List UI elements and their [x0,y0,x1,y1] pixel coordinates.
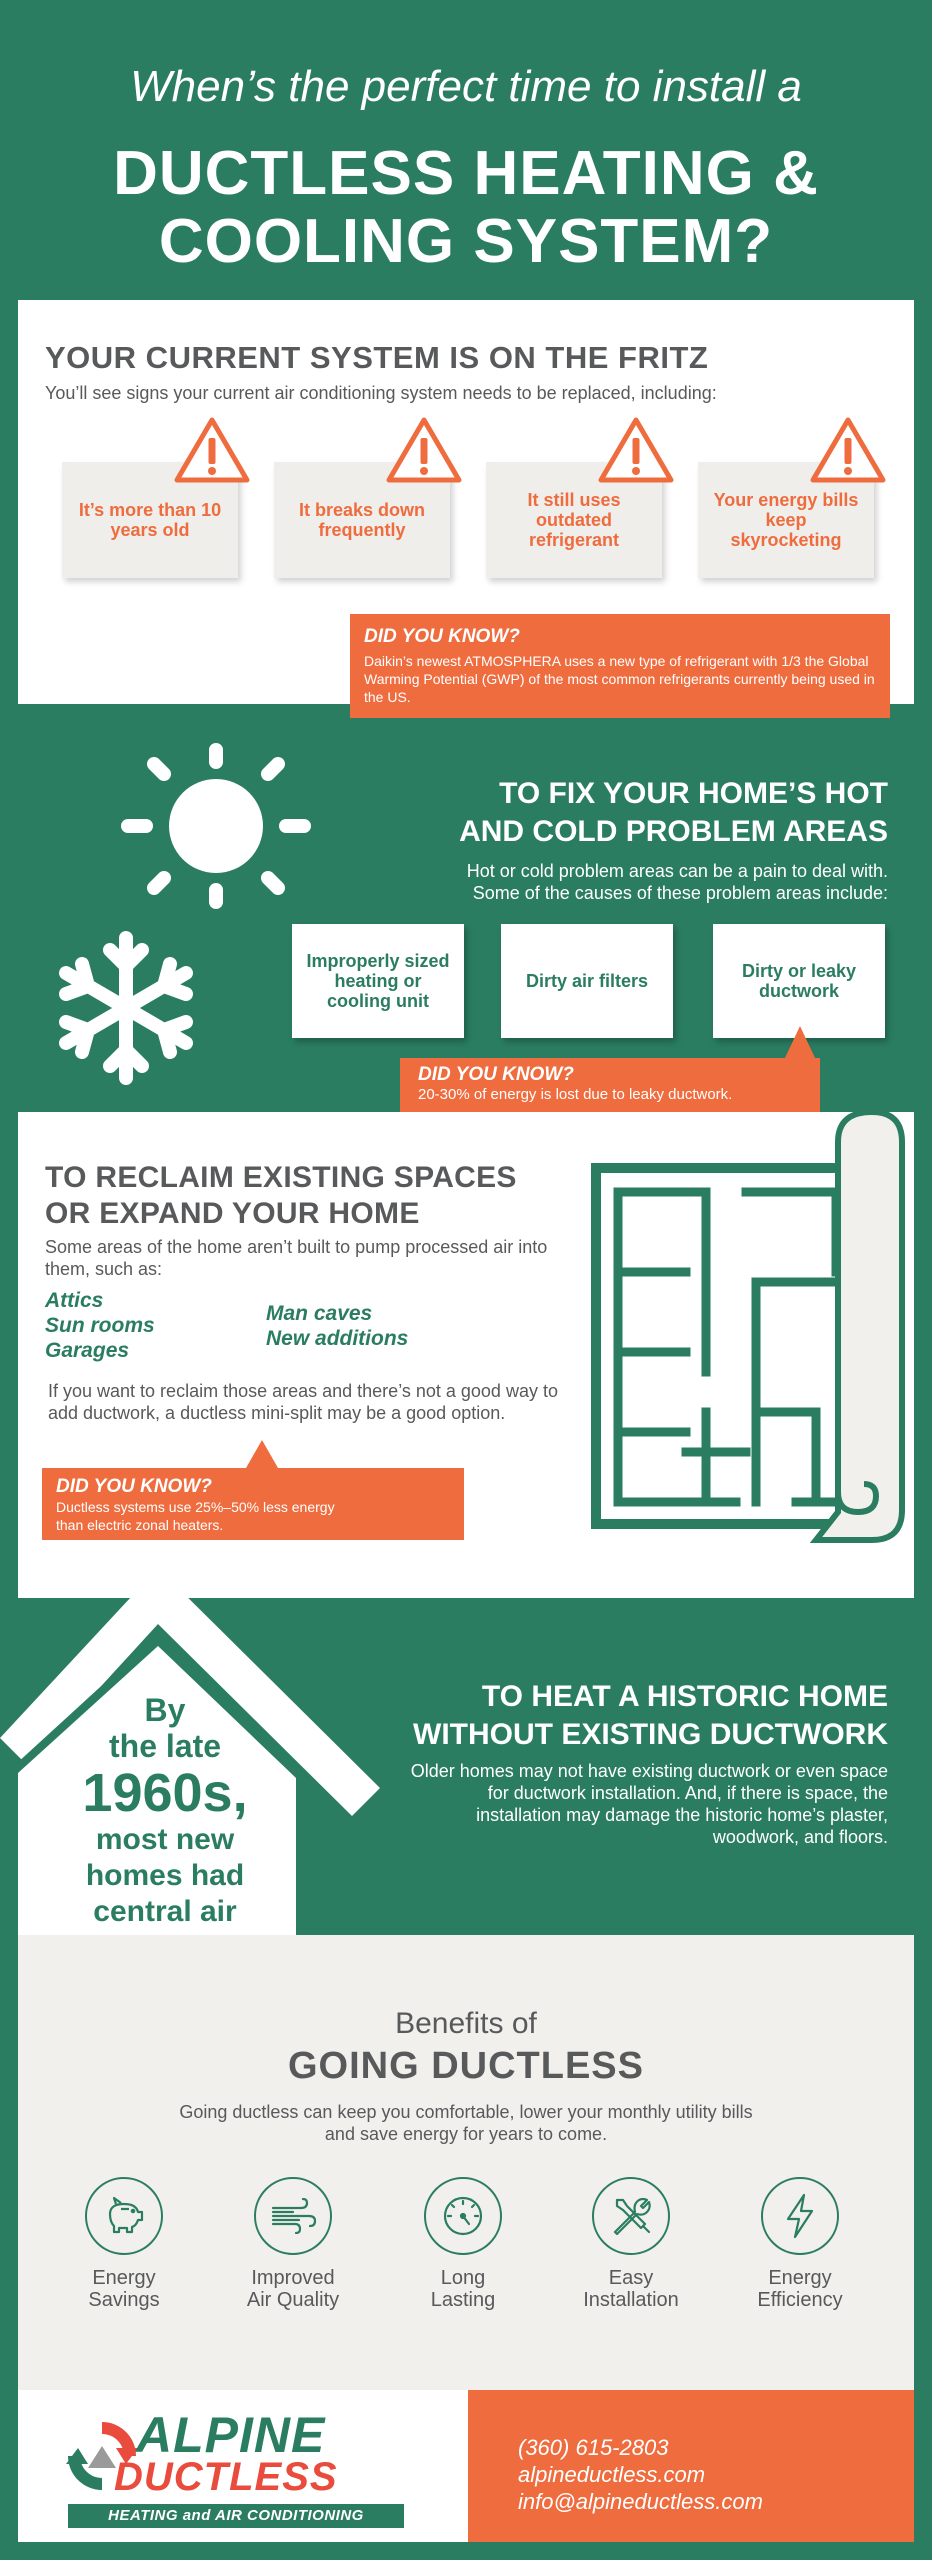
sign-card: It still uses outdated refrigerant [486,462,662,578]
hero-title-line1: DUCTLESS HEATING & [113,139,819,208]
section2-title-line2: AND COLD PROBLEM AREAS [459,815,888,848]
section3-title [45,1160,517,1232]
space-item: Sun rooms [45,1314,155,1337]
did-you-know-text: 20-30% of energy is lost due to leaky ductwork. [418,1086,733,1103]
cause-card: Dirty or leaky ductwork [713,924,885,1038]
section2-subtitle-line1: Hot or cold problem areas can be a pain to deal with. [466,861,888,881]
space-item: New additions [266,1327,409,1350]
section1-subtitle: You’ll see signs your current air conditioning system needs to be replaced, including: [45,383,717,403]
hero-subtitle: When’s the perfect time to install a [130,62,802,111]
section3-title-line1: TO RECLAIM EXISTING SPACES [45,1161,517,1194]
house-text-year: 1960s, [82,1763,248,1823]
tools-icon [609,2194,653,2238]
section2-subtitle-line2: Some of the causes of these problem areas include: [472,883,888,903]
benefit-label-line2: Air Quality [246,2289,340,2311]
benefit-label [49,2267,199,2311]
benefit-long-lasting [388,2177,538,2311]
benefit-label-line1: Improved [251,2267,335,2289]
did-you-know-text: Daikin’s newest ATMOSPHERA uses a new type of refrigerant with 1/3 the Global Warming Potential (GWP) of the most common refrigerants currently being used in the US. [364,653,875,705]
did-you-know-box [350,614,890,718]
hero-title-line2: COOLING SYSTEM? [158,207,774,276]
section2-title-line1: TO FIX YOUR HOME’S HOT [499,777,888,810]
section4-title-line2: WITHOUT EXISTING DUCTWORK [413,1718,888,1751]
callout-pointer [246,1440,278,1468]
logo-text-alpine: ALPINE [136,2407,326,2463]
section4-title-line1: TO HEAT A HISTORIC HOME [481,1680,888,1713]
did-you-know-box [42,1468,464,1540]
callout-pointer [784,1026,816,1060]
space-item: Man caves [266,1302,373,1325]
benefit-label [218,2267,368,2311]
benefit-label-line2: Efficiency [757,2289,843,2311]
sun-icon [118,740,314,912]
benefits-subtitle: Going ductless can keep you comfortable, lower your monthly utility bills and save energy for years to come. [179,2102,753,2144]
sign-card: Your energy bills keep skyrocketing [698,462,874,578]
cause-card: Dirty air filters [501,924,673,1038]
piggy-bank-icon [102,2196,146,2236]
warning-icon [384,414,464,486]
section1-title: YOUR CURRENT SYSTEM IS ON THE FRITZ [45,340,709,375]
benefits-pre-title: Benefits of [395,2007,537,2040]
section4-subtitle: Older homes may not have existing ductwork or even space for ductwork installation. And, if there is space, the installation may damage the historic home’s plaster, woodwork, and floors. [410,1761,888,1847]
house-text-line: the late [108,1728,222,1764]
section3-paragraph: If you want to reclaim those areas and there’s not a good way to add ductwork, a ductless mini-split may be a good option. [48,1381,558,1423]
benefit-label-line2: Installation [583,2289,679,2311]
benefit-label-line1: Energy [92,2267,156,2289]
space-item: Garages [45,1339,130,1362]
benefit-label-line1: Energy [768,2267,832,2289]
contact-email[interactable]: info@alpineductless.com [518,2489,763,2514]
did-you-know-heading: DID YOU KNOW? [418,1064,574,1085]
house-text-line: By [144,1692,186,1728]
house-callout [40,1692,290,1966]
space-item: Attics [45,1289,104,1312]
benefit-label-line1: Long [440,2267,486,2289]
floor-plan-icon [576,1112,908,1552]
did-you-know-box [400,1058,820,1114]
footer-logo-panel [18,2390,468,2542]
spaces-list-right [266,1301,408,1351]
sign-card: It breaks down frequently [274,462,450,578]
benefit-easy-installation [556,2177,706,2311]
section2-title [330,775,888,851]
benefits-title: GOING DUCTLESS [287,2045,645,2087]
did-you-know-text: than electric zonal heaters. [56,1517,224,1533]
section-reclaim-spaces [18,1112,914,1598]
sign-card: It’s more than 10 years old [62,462,238,578]
did-you-know-heading: DID YOU KNOW? [56,1476,212,1497]
benefit-label [556,2267,706,2311]
contact-website[interactable]: alpineductless.com [518,2462,706,2487]
contact-info [518,2434,763,2515]
warning-icon [596,414,676,486]
benefit-label [388,2267,538,2311]
warning-icon [172,414,252,486]
benefit-icon-circle [592,2177,670,2255]
benefit-icon-circle [761,2177,839,2255]
benefit-energy-efficiency [725,2177,875,2311]
gauge-icon [442,2195,484,2237]
benefit-label-line2: Lasting [430,2289,496,2311]
benefit-label-line2: Savings [88,2289,160,2311]
snowflake-icon [44,928,208,1088]
section2-subtitle [330,860,888,904]
benefit-icon-circle [85,2177,163,2255]
section-benefits [18,1935,914,2390]
section3-title-line2: OR EXPAND YOUR HOME [45,1197,420,1230]
logo-text-ductless: DUCTLESS [114,2455,338,2499]
section3-subtitle: Some areas of the home aren’t built to pump processed air into them, such as: [45,1237,548,1279]
bolt-icon [784,2193,816,2239]
benefit-label-line1: Easy [608,2267,654,2289]
benefit-air-quality [218,2177,368,2311]
house-text-line: homes had [85,1859,245,1892]
section4-title [330,1678,888,1754]
benefit-icon-circle [254,2177,332,2255]
benefit-icon-circle [424,2177,502,2255]
hero-title [0,140,932,276]
did-you-know-heading: DID YOU KNOW? [364,626,520,647]
did-you-know-text: Ductless systems use 25%–50% less energy [56,1499,335,1515]
warning-icon [808,414,888,486]
logo-tagline: HEATING and AIR CONDITIONING [68,2504,404,2528]
cause-card: Improperly sized heating or cooling unit [292,924,464,1038]
section-current-system [18,300,914,704]
contact-phone[interactable]: (360) 615-2803 [518,2435,669,2460]
wind-icon [269,2198,317,2234]
benefit-label [725,2267,875,2311]
house-text-line: most new [95,1823,235,1856]
footer-contact-panel [468,2390,914,2542]
spaces-list-left [45,1288,155,1363]
house-text-line: central air [93,1895,237,1928]
benefit-energy-savings [49,2177,199,2311]
